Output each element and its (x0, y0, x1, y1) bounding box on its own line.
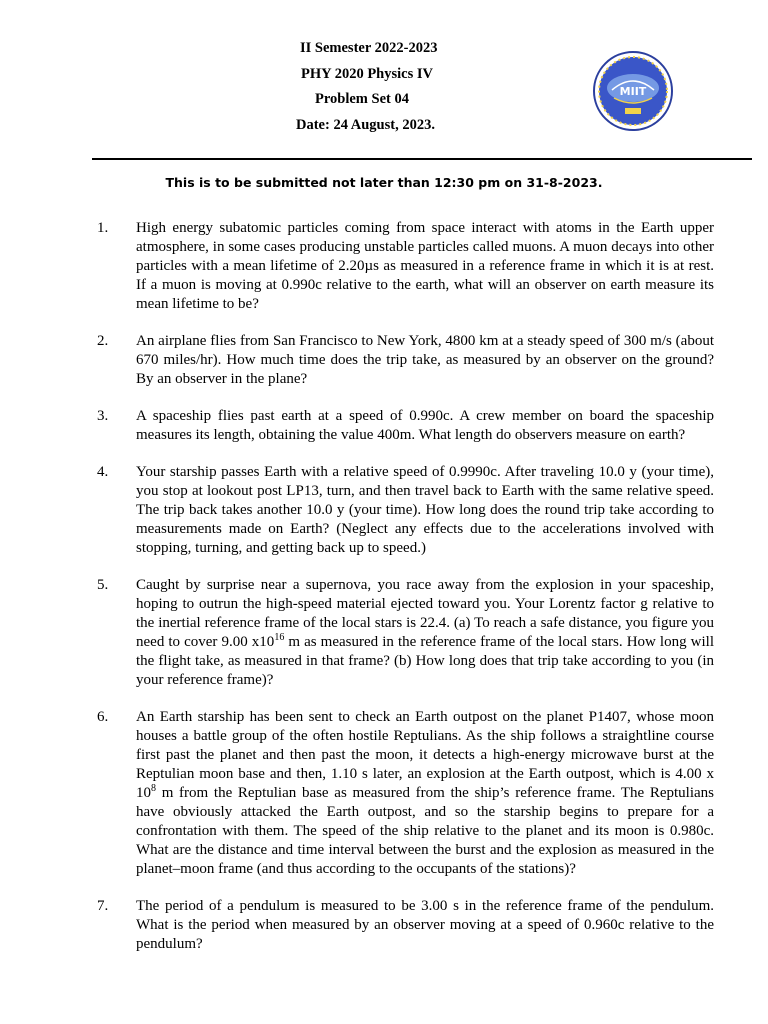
problem-number: 7. (97, 898, 109, 914)
problem-text-part: An Earth starship has been sent to check an Earth outpost on the planet P1407, whose moon houses a battle group of the often hostile Reptulians. As the ship follows a straightline course first past the planet and then past the moon, it detects a high-energy microwave burst at the Reptulian moon base and then, 1.10 s later, an explosion at the Earth outpost, which is 4.00 x 10 (136, 709, 714, 801)
problem-list (97, 219, 714, 972)
problem-item (97, 463, 714, 558)
date-label: Date: 24 August, 2023. (296, 117, 435, 133)
problem-text: The period of a pendulum is measured to be 3.00 s in the reference frame of the pendulum. What is the period when measured by an observer moving at a speed of 0.960c relative to the pendulum? (136, 898, 714, 952)
problem-number: 4. (97, 464, 109, 480)
problem-item (97, 576, 714, 690)
problem-text: High energy subatomic particles coming from space interact with atoms in the Earth upper atmosphere, in some cases producing unstable particles called muons. A muon decays into other particles with a mean lifetime of 2.20µs as measured in a reference frame in which it is at rest. If a muon is moving at 0.990c relative to the earth, what will an observer on earth measure its mean lifetime to be? (136, 220, 714, 312)
logo-text: MIIT (619, 85, 647, 98)
submission-deadline: This is to be submitted not later than 12:30 pm on 31-8-2023. (165, 175, 603, 190)
problem-item (97, 708, 714, 879)
problem-item (97, 897, 714, 954)
problem-number: 1. (97, 220, 109, 236)
problem-text: A spaceship flies past earth at a speed of 0.990c. A crew member on board the spaceship measures its length, obtaining the value 400m. What length do observers measure on earth? (136, 408, 714, 443)
problem-item (97, 332, 714, 389)
course-title: PHY 2020 Physics IV (301, 66, 433, 82)
problem-text-part: m as measured in the reference frame of the local stars. How long will the flight take, as measured in that frame? (b) How long does that trip take according to you (in your reference frame)? (136, 634, 714, 688)
problem-text (136, 576, 714, 690)
problem-number: 3. (97, 408, 109, 424)
problem-text: An airplane flies from San Francisco to New York, 4800 km at a steady speed of 300 m/s (about 670 miles/hr). How much time does the trip take, as measured by an observer on the ground? By an observer in the plane? (136, 333, 714, 387)
problem-text: Your starship passes Earth with a relative speed of 0.9990c. After traveling 10.0 y (your time), you stop at lookout post LP13, turn, and then travel back to Earth with the same relative speed. The trip back takes another 10.0 y (your time). How long does the round trip take according to measurements made on Earth? (Neglect any effects due to the accelerations involved with stopping, turning, and getting back up to speed.) (136, 464, 714, 556)
problem-text (136, 708, 714, 879)
problem-item (97, 219, 714, 314)
semester-label: II Semester 2022-2023 (300, 40, 438, 56)
problem-number: 2. (97, 333, 109, 349)
problem-number: 5. (97, 577, 109, 593)
problem-set-title: Problem Set 04 (315, 91, 409, 107)
header-divider (92, 158, 752, 160)
problem-number: 6. (97, 709, 109, 725)
exponent: 16 (274, 632, 285, 643)
problem-item (97, 407, 714, 445)
exponent: 8 (151, 783, 156, 794)
institution-logo (592, 50, 674, 132)
problem-text-part: Caught by surprise near a supernova, you race away from the explosion in your spaceship, hoping to outrun the high-speed material ejected toward you. Your Lorentz factor g relative to the inertial reference frame of the local stars is 22.4. (a) To reach a safe distance, you figure you need to cover 9.00 x10 (136, 577, 714, 650)
problem-text-part: m from the Reptulian base as measured from the ship’s reference frame. The Reptulians have obviously attacked the Earth outpost, and so the starship begins to prepare for a confrontation with them. The speed of the ship relative to the planet and its moon is 0.980c. What are the distance and time interval between the burst and the explosion as measured in the planet–moon frame (and thus according to the occupants of the stations)? (136, 785, 714, 877)
